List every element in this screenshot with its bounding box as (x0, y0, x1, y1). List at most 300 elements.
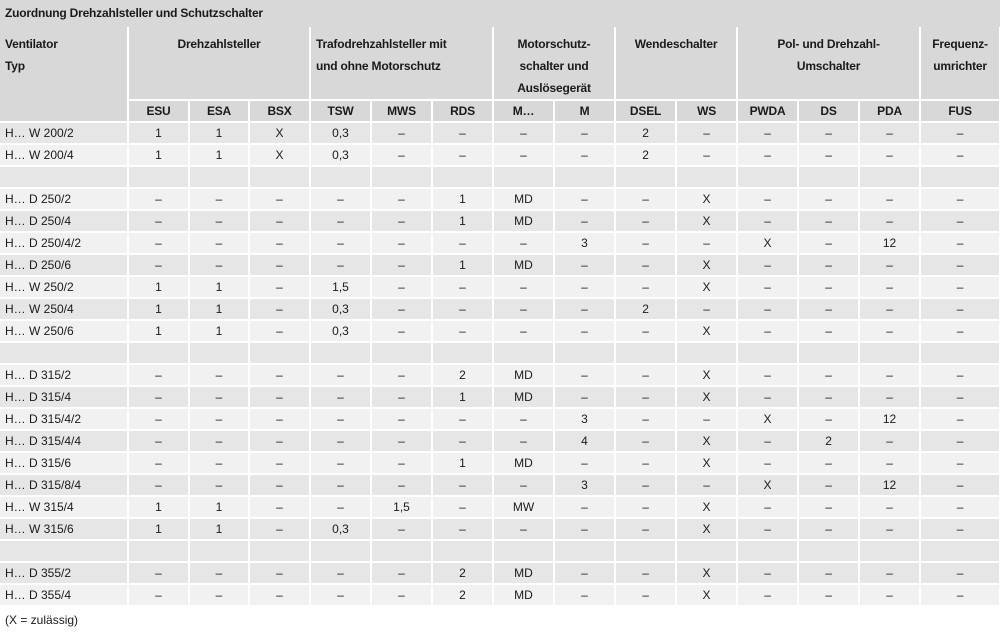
value-cell: – (249, 232, 310, 254)
value-cell: MD (493, 254, 554, 276)
value-cell: – (859, 276, 920, 298)
value-cell: 3 (554, 408, 615, 430)
value-cell (615, 166, 676, 188)
fan-type-cell: H… W 315/6 (0, 518, 128, 540)
value-cell: 1 (189, 144, 249, 166)
value-cell: MD (493, 364, 554, 386)
value-cell: – (371, 144, 432, 166)
value-cell: – (737, 320, 798, 342)
value-cell: – (189, 210, 249, 232)
table-body (0, 122, 1000, 606)
group-label: Auslösegerät (517, 81, 591, 95)
table-row (0, 562, 1000, 584)
value-cell: – (798, 364, 859, 386)
table-row (0, 584, 1000, 606)
value-cell: – (189, 452, 249, 474)
value-cell: – (615, 188, 676, 210)
value-cell (249, 342, 310, 364)
value-cell: 4 (554, 430, 615, 452)
value-cell: – (310, 496, 371, 518)
value-cell: – (310, 474, 371, 496)
value-cell: – (615, 210, 676, 232)
value-cell: X (737, 232, 798, 254)
value-cell: – (128, 408, 189, 430)
value-cell (676, 166, 737, 188)
value-cell: – (554, 254, 615, 276)
value-cell: – (371, 276, 432, 298)
footnote: (X = zulässig) (5, 613, 79, 627)
value-cell: – (249, 474, 310, 496)
value-cell: – (737, 188, 798, 210)
fan-type-cell: H… D 250/4/2 (0, 232, 128, 254)
value-cell: – (432, 232, 493, 254)
value-cell: – (920, 386, 1000, 408)
value-cell: – (189, 408, 249, 430)
value-cell: – (676, 144, 737, 166)
value-cell: X (676, 452, 737, 474)
value-cell: 0,3 (310, 518, 371, 540)
value-cell: 1 (432, 254, 493, 276)
value-cell: – (920, 210, 1000, 232)
value-cell: MD (493, 584, 554, 606)
value-cell: – (859, 320, 920, 342)
value-cell: MD (493, 386, 554, 408)
value-cell (676, 342, 737, 364)
value-cell: – (676, 232, 737, 254)
value-cell: 1 (128, 144, 189, 166)
value-cell: – (554, 518, 615, 540)
value-cell: – (310, 254, 371, 276)
value-cell: – (615, 254, 676, 276)
value-cell: – (920, 408, 1000, 430)
value-cell: – (371, 232, 432, 254)
fan-type-cell (0, 342, 128, 364)
value-cell: MW (493, 496, 554, 518)
value-cell: – (128, 584, 189, 606)
value-cell (615, 342, 676, 364)
fan-type-cell: H… D 250/2 (0, 188, 128, 210)
value-cell: – (798, 474, 859, 496)
value-cell: – (676, 122, 737, 144)
value-cell: – (737, 210, 798, 232)
value-cell (493, 342, 554, 364)
value-cell (859, 342, 920, 364)
value-cell: – (859, 584, 920, 606)
value-cell: – (128, 430, 189, 452)
fan-type-cell: H… D 315/2 (0, 364, 128, 386)
value-cell: – (737, 496, 798, 518)
value-cell: – (371, 584, 432, 606)
table-row (0, 474, 1000, 496)
group-label: Motorschutz- (517, 37, 591, 51)
value-cell: – (615, 276, 676, 298)
value-cell (189, 166, 249, 188)
value-cell: – (859, 452, 920, 474)
value-cell: – (798, 584, 859, 606)
value-cell: 1 (432, 188, 493, 210)
value-cell: X (676, 254, 737, 276)
value-cell: – (249, 276, 310, 298)
fan-type-cell: H… D 355/4 (0, 584, 128, 606)
table-row (0, 452, 1000, 474)
value-cell: – (615, 496, 676, 518)
value-cell: 3 (554, 474, 615, 496)
value-cell (554, 166, 615, 188)
value-cell: – (554, 298, 615, 320)
value-cell: – (432, 518, 493, 540)
fan-type-cell: H… W 315/4 (0, 496, 128, 518)
value-cell: – (615, 364, 676, 386)
value-cell (737, 166, 798, 188)
value-cell: – (798, 298, 859, 320)
value-cell: – (737, 430, 798, 452)
value-cell: – (432, 496, 493, 518)
value-cell (371, 166, 432, 188)
value-cell: – (554, 210, 615, 232)
value-cell: – (737, 298, 798, 320)
value-cell: X (676, 210, 737, 232)
table-row (0, 430, 1000, 452)
value-cell (249, 166, 310, 188)
value-cell: – (737, 254, 798, 276)
value-cell: – (432, 122, 493, 144)
value-cell: – (920, 188, 1000, 210)
column-header: M… (493, 100, 554, 122)
value-cell: – (128, 210, 189, 232)
value-cell: – (128, 452, 189, 474)
value-cell: – (493, 408, 554, 430)
table-row (0, 386, 1000, 408)
column-header: M (554, 100, 615, 122)
value-cell: 1 (128, 298, 189, 320)
value-cell (798, 166, 859, 188)
value-cell: – (371, 320, 432, 342)
column-header: DSEL (615, 100, 676, 122)
value-cell: – (554, 276, 615, 298)
assignment-table (0, 27, 1000, 607)
header-group-motor-protection (493, 27, 615, 100)
value-cell: – (371, 452, 432, 474)
value-cell: – (128, 232, 189, 254)
value-cell: X (676, 518, 737, 540)
value-cell: – (189, 386, 249, 408)
value-cell: – (249, 254, 310, 276)
value-cell: 1,5 (371, 496, 432, 518)
fan-type-cell: H… D 315/4/2 (0, 408, 128, 430)
spacer-row (0, 540, 1000, 562)
value-cell: 2 (432, 584, 493, 606)
value-cell (737, 540, 798, 562)
column-header: ESA (189, 100, 249, 122)
fan-type-cell (0, 540, 128, 562)
value-cell: – (432, 474, 493, 496)
value-cell: – (737, 584, 798, 606)
value-cell (737, 342, 798, 364)
value-cell: – (493, 430, 554, 452)
group-label: Drehzahlsteller (177, 37, 261, 51)
value-cell: – (493, 298, 554, 320)
value-cell (249, 540, 310, 562)
value-cell: – (310, 584, 371, 606)
group-label: Trafodrehzahlsteller mit (316, 37, 447, 51)
value-cell: – (859, 144, 920, 166)
value-cell: X (249, 122, 310, 144)
value-cell: – (676, 474, 737, 496)
value-cell: – (920, 584, 1000, 606)
fan-type-cell (0, 166, 128, 188)
table-row (0, 188, 1000, 210)
value-cell: – (554, 562, 615, 584)
fan-type-cell: H… D 250/6 (0, 254, 128, 276)
value-cell: – (615, 232, 676, 254)
value-cell: – (859, 122, 920, 144)
value-cell: – (615, 386, 676, 408)
column-header: PDA (859, 100, 920, 122)
value-cell: X (676, 364, 737, 386)
value-cell (859, 166, 920, 188)
value-cell: – (554, 188, 615, 210)
value-cell: – (249, 188, 310, 210)
column-header: ESU (128, 100, 189, 122)
table-row (0, 122, 1000, 144)
value-cell: – (920, 430, 1000, 452)
value-cell: – (920, 364, 1000, 386)
value-cell: – (859, 562, 920, 584)
value-cell: – (432, 430, 493, 452)
value-cell: 1 (432, 452, 493, 474)
value-cell: – (615, 518, 676, 540)
table-row (0, 496, 1000, 518)
spacer-row (0, 166, 1000, 188)
value-cell: – (615, 452, 676, 474)
value-cell: – (493, 122, 554, 144)
value-cell: – (798, 496, 859, 518)
table-row (0, 232, 1000, 254)
value-cell: – (920, 452, 1000, 474)
value-cell: 12 (859, 232, 920, 254)
header-type-label: Typ (5, 59, 25, 73)
value-cell: – (493, 474, 554, 496)
value-cell: 1 (189, 496, 249, 518)
value-cell: – (189, 364, 249, 386)
value-cell: – (920, 496, 1000, 518)
value-cell: 1 (128, 518, 189, 540)
fan-type-cell: H… W 250/6 (0, 320, 128, 342)
value-cell: – (615, 408, 676, 430)
value-cell: – (310, 210, 371, 232)
value-cell: 1 (189, 298, 249, 320)
value-cell: MD (493, 562, 554, 584)
value-cell: MD (493, 188, 554, 210)
value-cell: – (249, 298, 310, 320)
value-cell (859, 540, 920, 562)
fan-type-cell: H… D 315/6 (0, 452, 128, 474)
value-cell: – (798, 452, 859, 474)
value-cell (128, 342, 189, 364)
column-header: TSW (310, 100, 371, 122)
value-cell: – (554, 320, 615, 342)
value-cell: 1,5 (310, 276, 371, 298)
value-cell: – (128, 254, 189, 276)
value-cell (432, 166, 493, 188)
table-row (0, 144, 1000, 166)
value-cell: – (128, 474, 189, 496)
value-cell: – (737, 562, 798, 584)
value-cell: – (554, 452, 615, 474)
value-cell: – (615, 584, 676, 606)
value-cell: 1 (432, 210, 493, 232)
value-cell: – (249, 386, 310, 408)
value-cell: 1 (189, 320, 249, 342)
value-cell: – (189, 188, 249, 210)
value-cell: – (249, 518, 310, 540)
group-label: und ohne Motorschutz (316, 59, 441, 73)
value-cell (554, 540, 615, 562)
value-cell: 0,3 (310, 144, 371, 166)
value-cell: – (310, 430, 371, 452)
value-cell: – (371, 474, 432, 496)
value-cell: – (249, 430, 310, 452)
table-row (0, 254, 1000, 276)
value-cell: – (371, 518, 432, 540)
value-cell: X (676, 276, 737, 298)
value-cell: – (432, 320, 493, 342)
value-cell: – (920, 254, 1000, 276)
value-cell: – (371, 298, 432, 320)
value-cell (493, 540, 554, 562)
value-cell: – (371, 430, 432, 452)
column-header: WS (676, 100, 737, 122)
value-cell: – (493, 144, 554, 166)
value-cell: – (859, 254, 920, 276)
column-header: RDS (432, 100, 493, 122)
value-cell: – (554, 364, 615, 386)
table-row (0, 210, 1000, 232)
value-cell: – (310, 408, 371, 430)
value-cell (128, 540, 189, 562)
value-cell (920, 166, 1000, 188)
fan-type-cell: H… D 355/2 (0, 562, 128, 584)
value-cell: X (737, 474, 798, 496)
group-label: Pol- und Drehzahl- (777, 37, 880, 51)
value-cell: – (920, 276, 1000, 298)
value-cell: 0,3 (310, 320, 371, 342)
value-cell: – (737, 364, 798, 386)
header-group-transformer-controller (310, 27, 493, 100)
value-cell: – (554, 144, 615, 166)
value-cell: – (798, 386, 859, 408)
value-cell: – (737, 144, 798, 166)
value-cell: 0,3 (310, 122, 371, 144)
value-cell (554, 342, 615, 364)
value-cell: – (249, 408, 310, 430)
header-group-frequency-converter (920, 27, 1000, 100)
value-cell: – (737, 386, 798, 408)
value-cell: – (859, 518, 920, 540)
value-cell: – (371, 122, 432, 144)
value-cell: – (493, 276, 554, 298)
value-cell (615, 540, 676, 562)
value-cell: – (737, 276, 798, 298)
value-cell (798, 540, 859, 562)
value-cell: – (189, 430, 249, 452)
value-cell: X (676, 386, 737, 408)
value-cell: – (920, 474, 1000, 496)
value-cell: – (371, 562, 432, 584)
value-cell: – (554, 386, 615, 408)
fan-type-cell: H… W 250/4 (0, 298, 128, 320)
value-cell: – (920, 144, 1000, 166)
value-cell: – (615, 474, 676, 496)
value-cell: 1 (189, 276, 249, 298)
value-cell: – (493, 518, 554, 540)
value-cell: – (310, 452, 371, 474)
value-cell: – (798, 232, 859, 254)
fan-type-cell: H… D 315/4 (0, 386, 128, 408)
value-cell: 2 (615, 122, 676, 144)
value-cell (920, 540, 1000, 562)
value-cell: 2 (432, 562, 493, 584)
value-cell: X (249, 144, 310, 166)
value-cell (310, 540, 371, 562)
table-title: Zuordnung Drehzahlsteller und Schutzschalter (0, 0, 1000, 27)
value-cell: – (371, 364, 432, 386)
value-cell: X (737, 408, 798, 430)
value-cell: – (128, 364, 189, 386)
value-cell: 1 (128, 276, 189, 298)
value-cell: – (249, 584, 310, 606)
value-cell: – (432, 144, 493, 166)
value-cell (676, 540, 737, 562)
value-cell: – (249, 496, 310, 518)
value-cell: 0,3 (310, 298, 371, 320)
value-cell: – (798, 518, 859, 540)
value-cell (310, 342, 371, 364)
value-cell: – (798, 276, 859, 298)
value-cell (371, 540, 432, 562)
value-cell (493, 166, 554, 188)
value-cell (310, 166, 371, 188)
value-cell: – (859, 430, 920, 452)
value-cell: – (920, 298, 1000, 320)
value-cell: – (798, 254, 859, 276)
table-row (0, 518, 1000, 540)
value-cell (432, 540, 493, 562)
table-row (0, 408, 1000, 430)
value-cell: – (249, 210, 310, 232)
value-cell: – (920, 320, 1000, 342)
value-cell: 1 (128, 320, 189, 342)
value-cell: – (371, 254, 432, 276)
value-cell: – (310, 562, 371, 584)
column-header: PWDA (737, 100, 798, 122)
fan-type-cell: H… D 250/4 (0, 210, 128, 232)
group-label: Umschalter (796, 59, 861, 73)
value-cell: – (189, 584, 249, 606)
value-cell: 1 (128, 122, 189, 144)
value-cell: 2 (615, 144, 676, 166)
value-cell: – (189, 232, 249, 254)
fan-type-cell: H… W 200/2 (0, 122, 128, 144)
value-cell: – (737, 122, 798, 144)
value-cell (189, 540, 249, 562)
value-cell (798, 342, 859, 364)
column-header: MWS (371, 100, 432, 122)
value-cell: – (310, 188, 371, 210)
header-group-reversing-switch (615, 27, 737, 100)
value-cell: X (676, 320, 737, 342)
value-cell: – (676, 298, 737, 320)
